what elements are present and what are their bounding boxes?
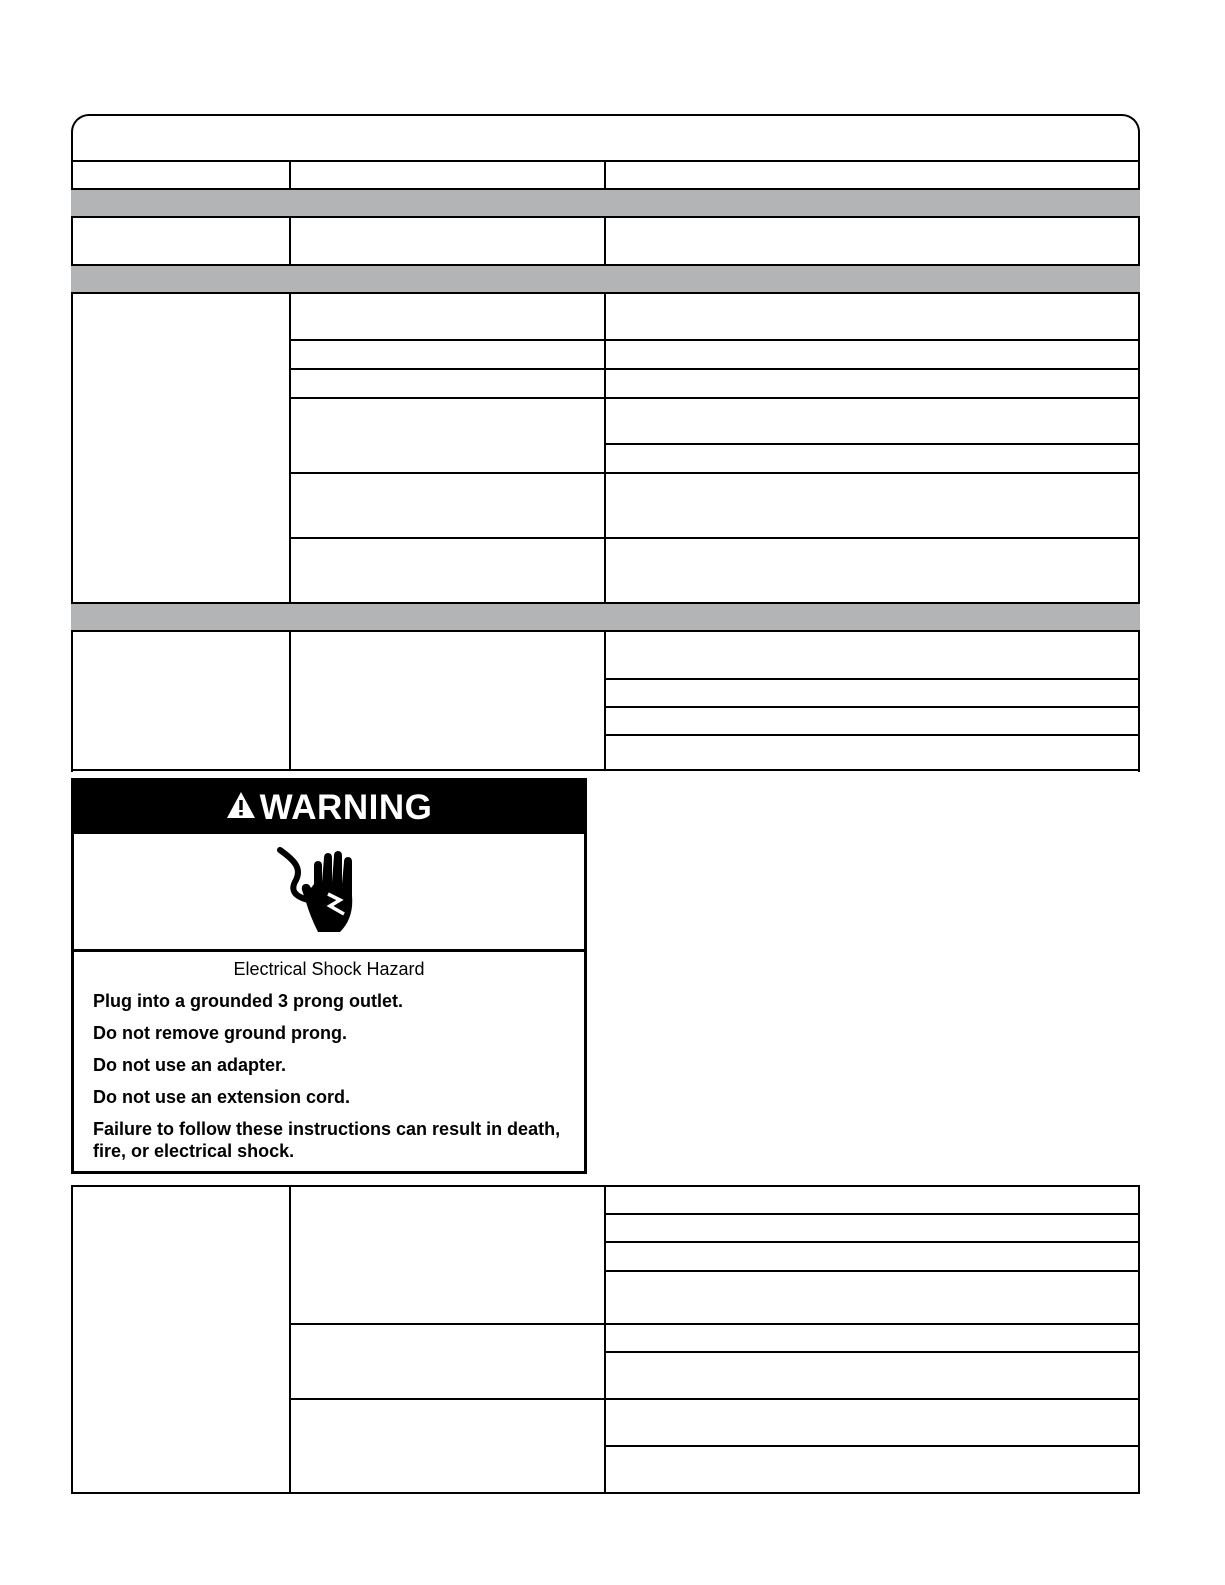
warning-instruction: Do not use an extension cord. — [93, 1087, 351, 1107]
sec2-row-line — [289, 339, 1140, 341]
header-col-divider-1 — [289, 160, 291, 190]
warning-instruction: Do not use an adapter. — [93, 1055, 287, 1075]
section-band-3 — [71, 603, 1140, 631]
sec3-col-divider-1 — [289, 630, 291, 771]
sec3-row-line — [604, 734, 1140, 736]
warning-header-text: WARNING — [259, 787, 433, 827]
warning-instruction: Failure to follow these instructions can result in death, fire, or electrical shock. — [93, 1119, 561, 1161]
section-band-1 — [71, 189, 1140, 217]
sec3-row-line — [604, 678, 1140, 680]
section-band-3-top — [71, 602, 1140, 604]
bottom-col-divider-1 — [289, 1185, 291, 1494]
table-border-left — [71, 132, 73, 772]
sec2-row-line — [289, 368, 1140, 370]
table-title-area — [71, 114, 1140, 162]
row1-col-divider-1 — [289, 216, 291, 266]
bottom-col-divider-2 — [604, 1185, 606, 1494]
bottom-table-bottom-line — [71, 1492, 1140, 1494]
warning-triangle-icon — [226, 788, 256, 828]
bottom-row-line — [604, 1241, 1140, 1243]
section-band-2-top — [71, 264, 1140, 266]
warning-box — [71, 778, 587, 1174]
bottom-row-line — [604, 1445, 1140, 1447]
table-border-right — [1138, 132, 1140, 772]
sec2-row-line — [289, 537, 1140, 539]
bottom-table-top-line-left — [71, 1185, 606, 1187]
row1-col-divider-2 — [604, 216, 606, 266]
warning-instruction: Do not remove ground prong. — [93, 1023, 347, 1043]
hazard-title: Electrical Shock Hazard — [233, 959, 425, 979]
sec2-row-line — [289, 472, 1140, 474]
section-band-1-top — [71, 188, 1140, 190]
bottom-table-border-left — [71, 1185, 73, 1494]
bottom-row-line — [289, 1323, 1140, 1325]
bottom-row-line — [604, 1270, 1140, 1272]
sec2-row-line — [289, 397, 1140, 399]
warning-header — [74, 781, 584, 834]
header-col-divider-2 — [604, 160, 606, 190]
bottom-row-line — [604, 1213, 1140, 1215]
sec3-row-line — [604, 706, 1140, 708]
bottom-row-line — [289, 1398, 1140, 1400]
sec2-row-line — [604, 443, 1140, 445]
bottom-table-border-right — [1138, 1185, 1140, 1494]
sec3-col-divider-2 — [604, 630, 606, 771]
electrical-shock-hand-icon — [274, 846, 374, 938]
bottom-table-top-line-right — [604, 1185, 1140, 1187]
warning-instruction: Plug into a grounded 3 prong outlet. — [93, 991, 403, 1011]
table-bottom-line — [71, 769, 1140, 771]
section-band-2 — [71, 265, 1140, 293]
bottom-row-line — [604, 1351, 1140, 1353]
warning-pictogram-area — [74, 834, 584, 952]
